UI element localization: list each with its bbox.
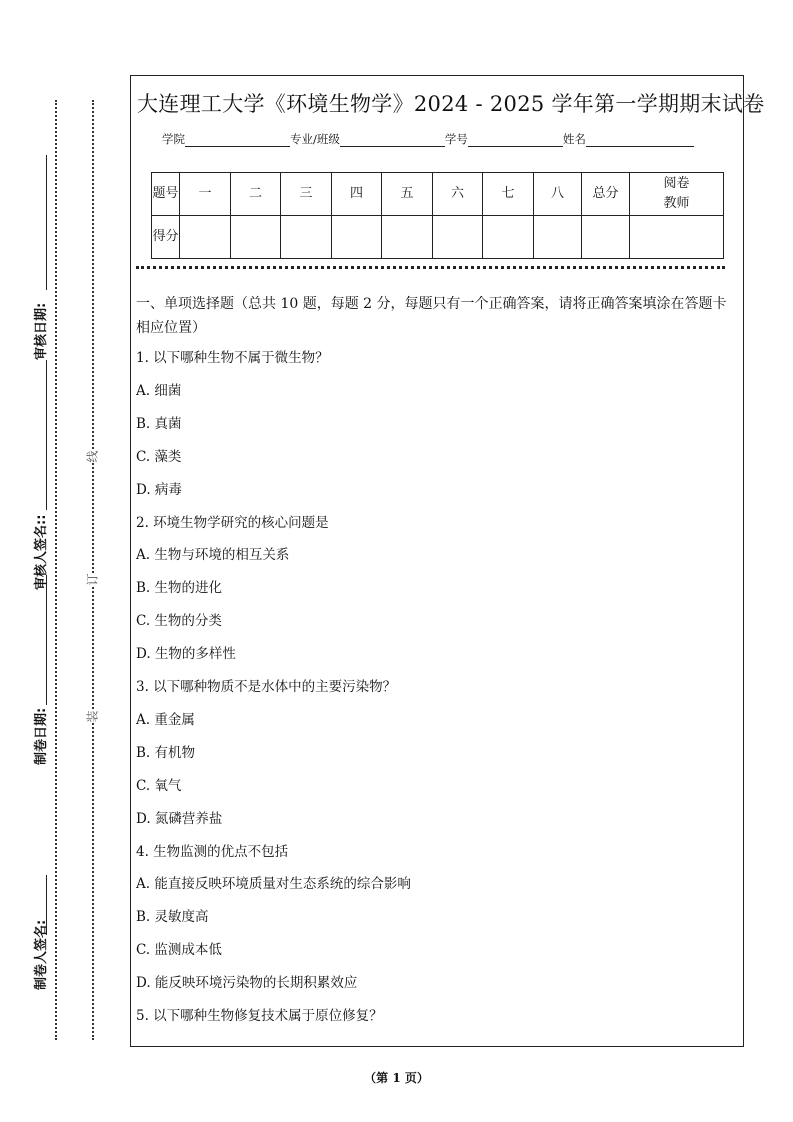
answer-option: B. 有机物 [136,744,196,761]
reviewer-sign-label: 审核人签名:: [34,514,49,590]
student-id-field[interactable] [468,134,563,147]
answer-option: C. 氧气 [136,777,182,794]
answer-option: B. 真菌 [136,415,182,432]
dotted-separator [136,266,725,269]
column-header: 总分 [582,173,630,216]
answer-option: A. 生物与环境的相互关系 [136,547,290,564]
major-field[interactable] [340,134,445,147]
answer-option: B. 生物的进化 [136,580,223,597]
question-stem: 2. 环境生物学研究的核心问题是 [136,514,329,531]
id-label: 学号 [444,132,468,146]
dotted-cut-line [55,100,57,1040]
score-cell[interactable] [281,216,332,259]
binding-mark: 线 [85,450,100,463]
maker-date-label: 制卷日期: [34,707,49,765]
score-cell[interactable] [382,216,433,259]
column-header: 七 [483,173,534,216]
table-row [152,173,724,216]
answer-option: A. 能直接反映环境质量对生态系统的综合影响 [136,876,411,893]
question-stem: 5. 以下哪种生物修复技术属于原位修复？ [136,1008,383,1024]
answer-option: C. 藻类 [136,448,182,465]
exam-title: 大连理工大学《环境生物学》2024 - 2025 学年第一学期期末试卷 [137,92,765,116]
maker-date-line [46,575,47,705]
question-stem: 3. 以下哪种物质不是水体中的主要污染物？ [136,679,397,695]
page-number: （第 1 页） [364,1071,429,1085]
maker-sign-line [46,875,47,935]
score-cell[interactable] [332,216,382,259]
column-header: 六 [433,173,483,216]
score-table [151,172,724,259]
answer-option: B. 灵敏度高 [136,909,209,926]
review-date-label: 审核日期: [34,302,49,360]
major-label: 专业/班级 [290,132,340,146]
name-label: 姓名 [562,132,586,146]
header-label: 题号 [152,173,180,216]
column-header: 四 [332,173,382,216]
column-header: 二 [231,173,281,216]
answer-option: D. 氮磷营养盐 [136,810,223,827]
answer-option: C. 监测成本低 [136,942,222,959]
score-cell[interactable] [630,216,724,259]
college-label: 学院 [162,132,185,146]
score-cell[interactable] [231,216,281,259]
dotted-binding-line [92,100,94,1040]
reviewer-sign-line [46,360,47,510]
row-label: 得分 [152,216,180,259]
score-cell[interactable] [433,216,483,259]
side-signature-strip [30,120,52,1000]
column-header: 一 [180,173,231,216]
answer-option: A. 细菌 [136,382,182,399]
column-header: 八 [534,173,582,216]
binding-mark: 订 [85,573,100,586]
question-stem: 1. 以下哪种生物不属于微生物？ [136,350,329,366]
college-field[interactable] [185,134,290,147]
maker-sign-label: 制卷人签名: [34,919,49,990]
question-stem: 4. 生物监测的优点不包括 [136,843,289,860]
answer-option: D. 能反映环境污染物的长期积累效应 [136,975,358,992]
answer-option: A. 重金属 [136,711,195,728]
score-cell[interactable] [582,216,630,259]
score-cell[interactable] [534,216,582,259]
section-heading: 一、单项选择题（总共 10 题，每题 2 分，每题只有一个正确答案，请将正确答案填涂在答题卡相应位置） [136,296,727,336]
table-row [152,216,724,259]
answer-option: D. 生物的多样性 [136,646,236,663]
review-date-line [46,155,47,290]
student-info [162,131,694,147]
binding-mark: 装 [85,710,100,723]
name-field[interactable] [586,134,694,147]
column-header: 阅卷教师 [630,173,724,216]
score-cell[interactable] [180,216,231,259]
column-header: 五 [382,173,433,216]
column-header: 三 [281,173,332,216]
answer-option: C. 生物的分类 [136,613,222,630]
answer-option: D. 病毒 [136,481,182,498]
score-cell[interactable] [483,216,534,259]
